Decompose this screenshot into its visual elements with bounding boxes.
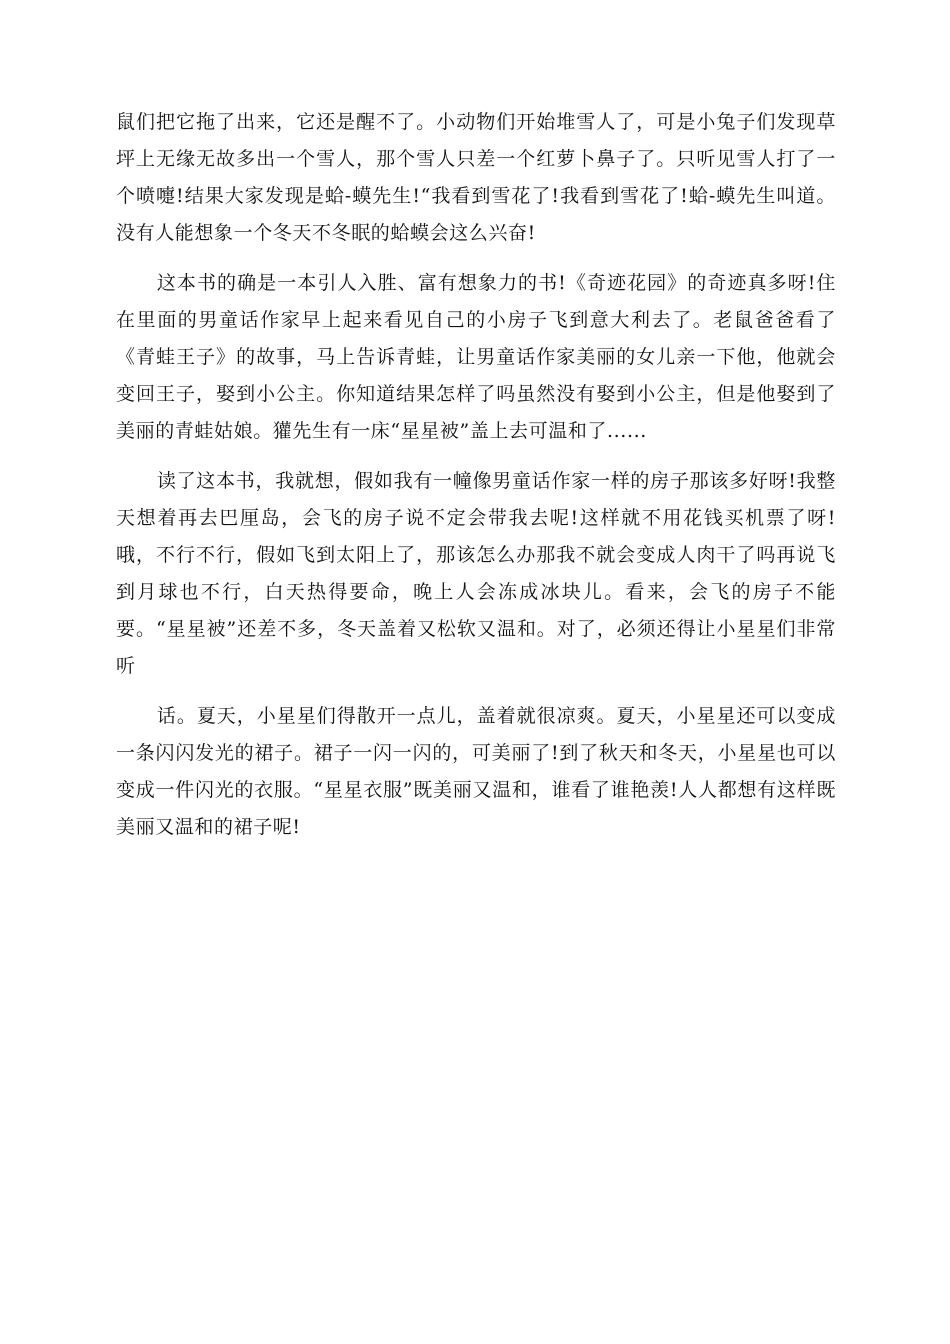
paragraph-4: 话。夏天，小星星们得散开一点儿，盖着就很凉爽。夏天，小星星还可以变成一条闪闪发光的裙子。裙子一闪一闪的，可美丽了!到了秋天和冬天，小星星也可以变成一件闪光的衣服。“星星衣服”既美丽又温和，谁看了谁艳羡!人人都想有这样既美丽又温和的裙子呢! (116, 705, 836, 838)
document-page (116, 104, 836, 846)
paragraph-3: 读了这本书，我就想，假如我有一幢像男童话作家一样的房子那该多好呀!我整天想着再去巴厘岛，会飞的房子说不定会带我去呢!这样就不用花钱买机票了呀!哦，不行不行，假如飞到太阳上了，那该怎么办那我不就会变成人肉干了吗再说飞到月球也不行，白天热得要命，晚上人会冻成冰块儿。看来，会飞的房子不能要。“星星被”还差不多，冬天盖着又松软又温和。对了，必须还得让小星星们非常听 (116, 470, 836, 677)
paragraph-2: 这本书的确是一本引人入胜、富有想象力的书!《奇迹花园》的奇迹真多呀!住在里面的男童话作家早上起来看见自己的小房子飞到意大利去了。老鼠爸爸看了《青蛙王子》的故事，马上告诉青蛙，让男童话作家美丽的女儿亲一下他，他就会变回王子，娶到小公主。你知道结果怎样了吗虽然没有娶到小公主，但是他娶到了美丽的青蛙姑娘。獾先生有一床“星星被”盖上去可温和了...... (116, 272, 836, 442)
paragraph-1: 鼠们把它拖了出来，它还是醒不了。小动物们开始堆雪人了，可是小兔子们发现草坪上无缘无故多出一个雪人，那个雪人只差一个红萝卜鼻子了。只听见雪人打了一个喷嚏!结果大家发现是蛤-蟆先生!“我看到雪花了!我看到雪花了!蛤-蟆先生叫道。没有人能想象一个冬天不冬眠的蛤蟆会这么兴奋! (116, 111, 836, 244)
